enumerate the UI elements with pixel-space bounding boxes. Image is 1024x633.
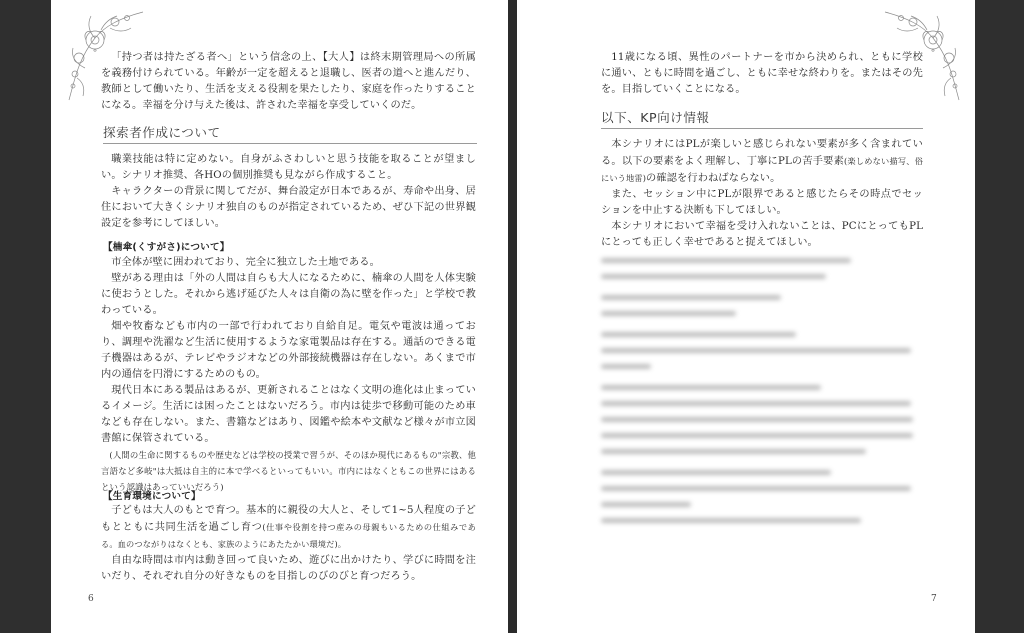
blurred-group bbox=[601, 258, 926, 279]
section-title: 探索者作成について bbox=[103, 122, 477, 144]
blurred-line bbox=[601, 348, 911, 353]
paragraph: 壁がある理由は「外の人間は自らも大人になるために、楠傘の人間を人体実験に使おうとした。それから逃げ延びた人々は自衛の為に壁を作った」と学校で教わっている。 bbox=[101, 273, 476, 316]
page-number: 6 bbox=[88, 594, 94, 604]
subsection-kusugasa-body bbox=[101, 255, 476, 495]
blurred-content bbox=[601, 258, 926, 539]
paragraph: 職業技能は特に定めない。自身がふさわしいと思う技能を取ることが望ましい。シナリオ推奨、各HOの個別推奨も見ながら作成すること。 bbox=[101, 154, 476, 181]
subsection-title: 【生育環境について】 bbox=[103, 491, 201, 502]
blurred-line bbox=[601, 502, 691, 507]
section-title: 以下、KP向け情報 bbox=[601, 107, 923, 129]
page-right bbox=[517, 0, 975, 633]
paragraph-aside: (楽しめない描写、俗にいう地雷) bbox=[601, 156, 924, 183]
blurred-line bbox=[601, 433, 913, 438]
paragraph: 市全体が壁に囲われており、完全に独立した土地である。 bbox=[111, 257, 380, 268]
paragraph-main: 本シナリオにはPLが楽しいと感じられない要素が多く含まれている。以下の要素をよく理解し、丁寧にPLの苦手要素 bbox=[601, 139, 923, 167]
blurred-line bbox=[601, 295, 781, 300]
page-left bbox=[51, 0, 508, 633]
subsection-upbringing bbox=[103, 488, 476, 502]
section-character-creation bbox=[103, 122, 477, 144]
paragraph bbox=[101, 503, 476, 553]
intro-paragraph: 「持つ者は持たざる者へ」という信念の上、【大人】は終末期管理局への所属を義務付けられている。年齢が一定を超えると退職し、医者の道へと進んだり、教師として働いたり、生活を支える役割を果たしたり、家庭を作ったりすることになる。幸福を分け与えた後は、許された幸福を享受していくのだ。 bbox=[101, 52, 476, 111]
blurred-line bbox=[601, 401, 911, 406]
paragraph: 自由な時間は市内は動き回って良いため、遊びに出かけたり、学びに時間を注いだり、それぞれ自分の好きなものを目指しのびのびと育つだろう。 bbox=[101, 555, 476, 582]
section-kp-body bbox=[601, 137, 923, 251]
blurred-line bbox=[601, 258, 851, 263]
paragraph: 本シナリオにおいて幸福を受け入れないことは、PCにとってもPLにとっても正しく幸せであると捉えてほしい。 bbox=[601, 221, 923, 248]
section-kp-info bbox=[601, 107, 923, 129]
paragraph: 畑や牧畜なども市内の一部で行われており自給自足。電気や電波は通っており、調理や洗濯など生活に使用するような家電製品は存在する。通話のできる電子機器はあるが、テレビやラジオなどの外部接続機器は存在しない。あくまで市内の通信を円滑にするためのもの。 bbox=[101, 321, 476, 380]
blurred-group bbox=[601, 332, 926, 369]
paragraph: また、セッション中にPLが限界であると感じたらその時点でセッションを中止する決断も下してほしい。 bbox=[601, 189, 923, 216]
paragraph: キャラクターの背景に関してだが、舞台設定が日本であるが、寿命や出身、居住において大きくシナリオ独自のものが指定されているため、ぜひ下記の世界観設定を参考にしてほしい。 bbox=[101, 186, 476, 229]
page-number: 7 bbox=[931, 594, 937, 604]
blurred-line bbox=[601, 470, 831, 475]
intro-section bbox=[101, 50, 476, 114]
blurred-line bbox=[601, 274, 826, 279]
blurred-line bbox=[601, 311, 736, 316]
intro-paragraph: 11歳になる頃、異性のパートナーを市から決められ、ともに学校に通い、ともに時間を過ごし、ともに幸せな終わりを。またはその先を。目指していくことになる。 bbox=[601, 52, 923, 95]
paragraph: 現代日本にある製品はあるが、更新されることはなく文明の進化は止まっているイメージ。生活には困ったことはないだろう。市内は徒歩で移動可能のため車なども存在しない。また、書籍などはあり、図鑑や絵本や文献など様々が市立図書館に保管されている。 bbox=[101, 385, 476, 444]
paragraph-main: 子どもは大人のもとで育つ。基本的に親役の大人と、そして1~5人程度の子どもとともに共同生活を過ごし育つ bbox=[101, 505, 476, 533]
paragraph-aside: (仕事や役割を持つ産みの母親もいるための仕組みである。血のつながりはなくとも、家族のようにあたたかい環境だ)。 bbox=[101, 522, 476, 549]
paragraph-end: の確認を行わねばならない。 bbox=[646, 173, 781, 184]
subsection-title: 【楠傘(くすがさ)について】 bbox=[103, 242, 230, 253]
section-body bbox=[101, 152, 476, 232]
note-paragraph: (人間の生命に関するものや歴史などは学校の授業で習うが、そのほか現代にあるもの"宗教、他言語など多岐"は大抵は自主的に本で学べるといってもいい。市内にはなくともこの世界にはあるという認識はあっていいだろう) bbox=[101, 450, 476, 492]
blurred-line bbox=[601, 364, 651, 369]
blurred-group bbox=[601, 385, 926, 454]
blurred-line bbox=[601, 385, 821, 390]
blurred-line bbox=[601, 417, 913, 422]
blurred-line bbox=[601, 332, 796, 337]
subsection-kusugasa bbox=[103, 239, 476, 253]
blurred-line bbox=[601, 486, 911, 491]
blurred-line bbox=[601, 518, 861, 523]
paragraph bbox=[601, 137, 923, 187]
blurred-line bbox=[601, 449, 866, 454]
page-gutter bbox=[508, 0, 517, 633]
blurred-group bbox=[601, 295, 926, 316]
intro-section bbox=[601, 50, 923, 98]
subsection-upbringing-body bbox=[101, 503, 476, 585]
blurred-group bbox=[601, 470, 926, 523]
